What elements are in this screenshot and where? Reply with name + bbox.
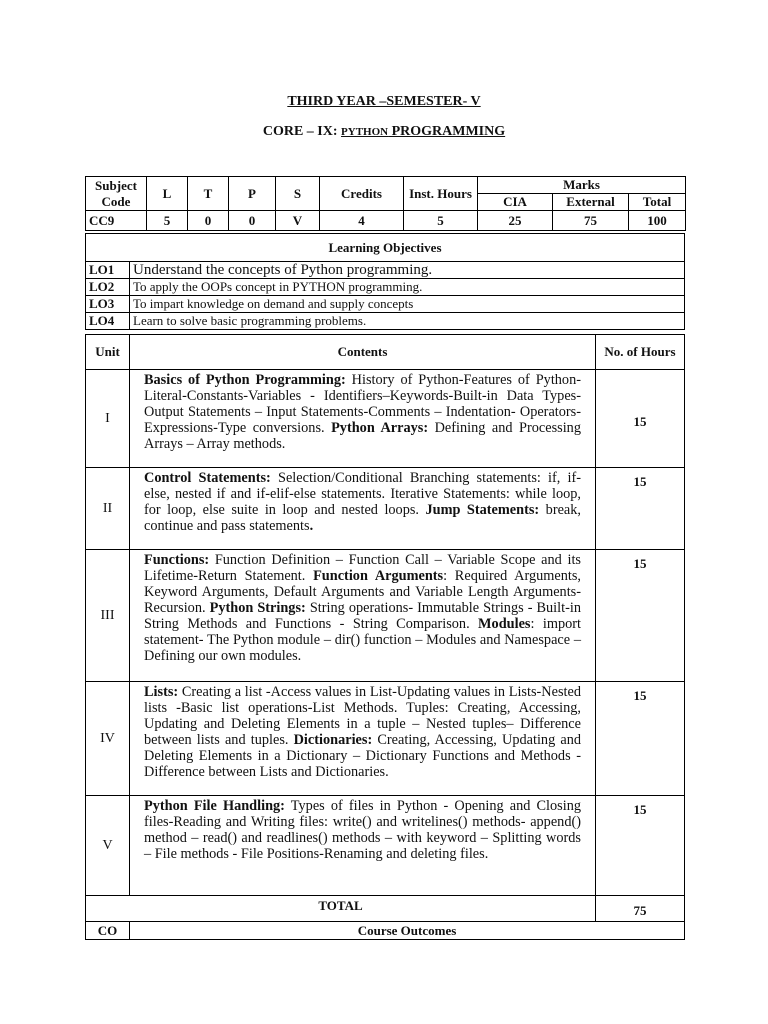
content-heading: Lists: — [144, 684, 179, 700]
unit-hours: 15 — [596, 682, 685, 796]
external-value: 75 — [553, 211, 629, 231]
course-outcomes-header: Course Outcomes — [130, 922, 685, 940]
lo-id: LO2 — [86, 279, 130, 296]
content-text: : import statement- The Python module – dir() function – Modules and Namespace – Defining our own modules. — [144, 616, 581, 664]
unit-row — [86, 370, 685, 468]
content-text: Creating, Accessing, Updating and Deleting Elements in a Dictionary – Dictionary Functions and Methods - Difference between Lists and Dictionaries. — [144, 732, 581, 780]
unit-row — [86, 796, 685, 896]
content-heading: Python Arrays: — [331, 420, 429, 436]
content-text: String operations- Immutable Strings - Built-in String Methods and Functions - String Comparison. — [144, 600, 581, 632]
subject-table — [85, 176, 686, 231]
content-text: break, continue and pass statements — [144, 502, 581, 534]
total-value: 100 — [629, 211, 686, 231]
unit-row — [86, 550, 685, 682]
lo-text: To impart knowledge on demand and supply concepts — [130, 296, 685, 313]
unit-hours: 15 — [596, 468, 685, 550]
content-heading: Function Arguments — [313, 568, 444, 584]
p-header: P — [229, 177, 276, 211]
total-row — [86, 896, 685, 922]
unit-contents — [130, 370, 596, 468]
cia-header: CIA — [478, 194, 553, 211]
content-heading: Dictionaries: — [293, 732, 373, 748]
inst-hours-value: 5 — [404, 211, 478, 231]
unit-number: I — [86, 370, 130, 468]
semester-heading: THIRD YEAR –SEMESTER- V — [287, 94, 481, 109]
s-header: S — [276, 177, 320, 211]
external-header: External — [553, 194, 629, 211]
content-heading: Python Strings: — [209, 600, 306, 616]
content-text: History of Python-Features of Python-Literal-Constants-Variables - Identifiers–Keywords-Built-in Data Types-Output Statements – Input Statements-Comments – Indentation- Operators-Expressions-Type conversions. — [144, 372, 581, 436]
content-heading: . — [309, 518, 314, 534]
content-text: Defining and Processing Arrays – Array methods. — [144, 420, 581, 452]
content-heading: Jump Statements: — [425, 502, 540, 518]
unit-number: V — [86, 796, 130, 896]
lo-text: Understand the concepts of Python programming. — [130, 262, 685, 279]
unit-contents — [130, 682, 596, 796]
subject-code-header: Subject Code — [86, 177, 147, 211]
t-value: 0 — [188, 211, 229, 231]
contents-header: Contents — [130, 335, 596, 370]
credits-value: 4 — [320, 211, 404, 231]
content-heading: Functions: — [144, 552, 210, 568]
unit-hours: 15 — [596, 796, 685, 896]
lo-text: To apply the OOPs concept in PYTHON programming. — [130, 279, 685, 296]
cia-value: 25 — [478, 211, 553, 231]
content-heading: Basics of Python Programming: — [144, 372, 346, 388]
content-text: Selection/Conditional Branching statements: if, if-else, nested if and if-elif-else statements. Iterative Statements: while loop, for loop, else suite in loop and nested loops. — [144, 470, 581, 518]
course-title-programming: PROGRAMMING — [388, 124, 506, 139]
l-value: 5 — [147, 211, 188, 231]
total-label: TOTAL — [86, 896, 596, 922]
content-heading: Python File Handling: — [144, 798, 285, 814]
lo-id: LO1 — [86, 262, 130, 279]
hours-header: No. of Hours — [596, 335, 685, 370]
l-header: L — [147, 177, 188, 211]
lo-id: LO3 — [86, 296, 130, 313]
content-heading: Modules — [478, 616, 531, 632]
learning-objectives-title: Learning Objectives — [86, 234, 685, 262]
course-title-prefix: CORE – IX: — [262, 124, 342, 139]
total-header: Total — [629, 194, 686, 211]
content-text: Types of files in Python - Opening and Closing files-Reading and Writing files: write() and writelines() methods- append() method – read() and readlines() methods – with keyword – Splitting words – File methods - File Positions-Renaming and deleting files. — [144, 798, 581, 862]
lo-id: LO4 — [86, 313, 130, 330]
unit-header: Unit — [86, 335, 130, 370]
co-header: CO — [86, 922, 130, 940]
units-table — [85, 334, 685, 940]
course-outcomes-row — [86, 922, 685, 940]
unit-hours: 15 — [596, 370, 685, 468]
content-heading: Control Statements: — [144, 470, 271, 486]
t-header: T — [188, 177, 229, 211]
marks-header: Marks — [478, 177, 686, 194]
inst-hours-header: Inst. Hours — [404, 177, 478, 211]
unit-contents — [130, 550, 596, 682]
unit-number: III — [86, 550, 130, 682]
unit-number: II — [86, 468, 130, 550]
course-title — [0, 124, 768, 140]
unit-number: IV — [86, 682, 130, 796]
total-hours: 75 — [596, 896, 685, 922]
lo-text: Learn to solve basic programming problems. — [130, 313, 685, 330]
credits-header: Credits — [320, 177, 404, 211]
subject-code-value: CC9 — [86, 211, 147, 231]
learning-objectives-table — [85, 233, 685, 330]
content-text: Function Definition – Function Call – Variable Scope and its Lifetime-Return Statement. — [144, 552, 581, 584]
unit-hours: 15 — [596, 550, 685, 682]
content-text: Creating a list -Access values in List-Updating values in Lists-Nested lists -Basic list operations-List Methods. Tuples: Creating, Accessing, Updating and Deleting Elements in a tuple – Nested tuples– Difference between lists and tuples. — [144, 684, 581, 748]
unit-contents — [130, 468, 596, 550]
p-value: 0 — [229, 211, 276, 231]
course-title-python: PYTHON — [341, 126, 389, 138]
content-text: : Required Arguments, Keyword Arguments, Default Arguments and Variable Length Arguments- Recursion. — [144, 568, 581, 616]
s-value: V — [276, 211, 320, 231]
unit-row — [86, 682, 685, 796]
unit-row — [86, 468, 685, 550]
unit-contents — [130, 796, 596, 896]
